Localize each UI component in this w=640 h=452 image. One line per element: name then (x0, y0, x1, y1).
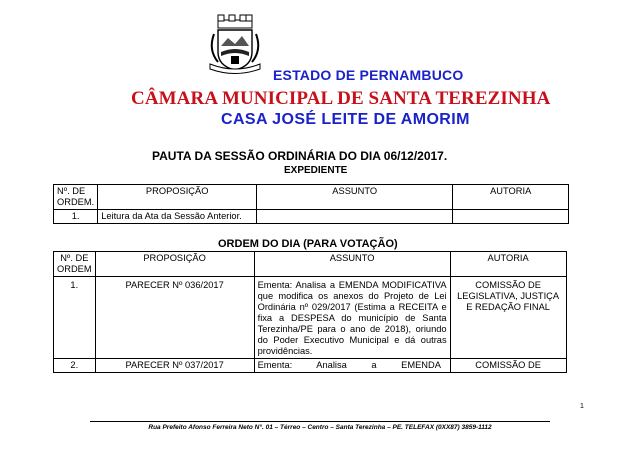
table-header-row (54, 185, 569, 210)
footer-address: Rua Prefeito Afonso Ferreira Neto N°. 01 – Térreo – Centro – Santa Terezinha – PE. TELEFAX (0XX87) 3859-1112 (148, 424, 492, 431)
page-number: 1 (580, 403, 584, 410)
column-header: ASSUNTO (254, 252, 450, 277)
column-header: PROPOSIÇÃO (95, 252, 254, 277)
document-title: PAUTA DA SESSÃO ORDINÁRIA DO DIA 06/12/2017. (152, 149, 448, 163)
row-number: 1. (54, 277, 96, 359)
section-expediente-heading: EXPEDIENTE (284, 165, 348, 176)
row-assunto: Ementa: Analisa a EMENDA (254, 359, 450, 373)
row-number: 2. (54, 359, 96, 373)
row-proposicao: PARECER Nº 037/2017 (95, 359, 254, 373)
row-number: 1. (54, 210, 98, 224)
column-header: Nº. DE ORDEM (54, 252, 96, 277)
ordem-do-dia-table (53, 251, 567, 373)
footer-divider (90, 421, 550, 422)
house-name: CASA JOSÉ LEITE DE AMORIM (221, 111, 470, 128)
expediente-table (53, 184, 569, 224)
row-assunto: Ementa: Analisa a EMENDA MODIFICATIVA que modifica os anexos do Projeto de Lei Ordinária nº 029/2017 (Estima a RECEITA e fixa a DESPESA do município de Santa Terezinha/PE para o ano de 2018), oriundo do Poder Executivo Municipal e dá outras providências. (254, 277, 450, 359)
table-row (54, 210, 569, 224)
row-proposicao: Leitura da Ata da Sessão Anterior. (98, 210, 257, 224)
row-autoria (453, 210, 569, 224)
table-row (54, 277, 567, 359)
table-row (54, 359, 567, 373)
section-ordem-heading: ORDEM DO DIA (PARA VOTAÇÃO) (218, 238, 398, 250)
column-header: AUTORIA (453, 185, 569, 210)
table-header-row (54, 252, 567, 277)
column-header: ASSUNTO (257, 185, 453, 210)
row-autoria: COMISSÃO DE (450, 359, 566, 373)
state-name: ESTADO DE PERNAMBUCO (273, 67, 464, 83)
column-header: PROPOSIÇÃO (98, 185, 257, 210)
row-proposicao: PARECER Nº 036/2017 (95, 277, 254, 359)
row-autoria: COMISSÃO DE LEGISLATIVA, JUSTIÇA E REDAÇÃO FINAL (450, 277, 566, 359)
institution-name: CÂMARA MUNICIPAL DE SANTA TEREZINHA (131, 88, 551, 109)
municipal-crest-icon (204, 12, 266, 74)
column-header: AUTORIA (450, 252, 566, 277)
column-header: Nº. DE ORDEM. (54, 185, 98, 210)
row-assunto (257, 210, 453, 224)
